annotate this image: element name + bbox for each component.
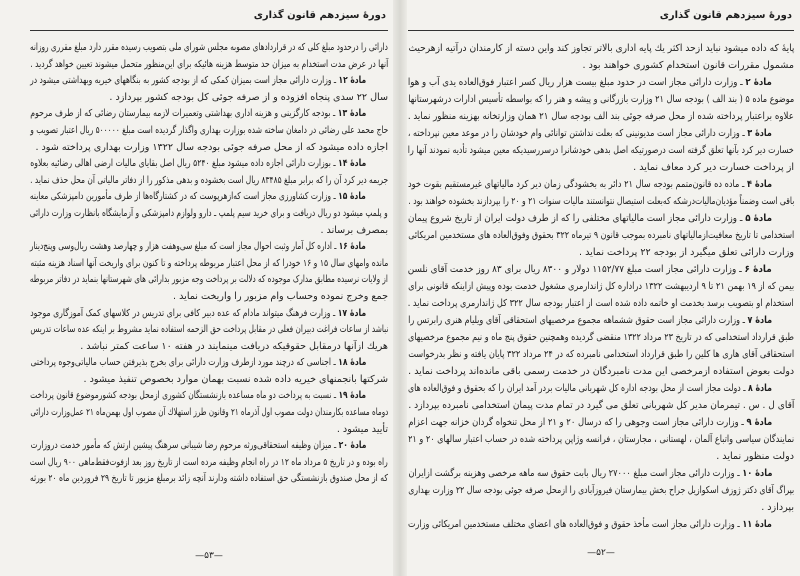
line-content bbox=[30, 272, 388, 289]
text-line bbox=[408, 312, 794, 329]
line-text: نباشد از ساعات فراغت دبیران فعلی در مقابل پرداخت حق الزحمه استفاده نماید مشروط بر اینکه عده ساعات تدریس bbox=[30, 324, 388, 336]
line-text: راه بوده و در تاریخ ۵ مرداد ماه ۱۲ در راه انجام وظیفه مرده است از تاریخ روز بعد ازفوت‌فقط‌ماهی ۹۰۰ ریال است bbox=[30, 456, 388, 468]
line-content bbox=[30, 173, 388, 190]
line-content bbox=[408, 176, 772, 193]
line-content bbox=[633, 159, 794, 176]
line-content bbox=[408, 329, 794, 346]
text-line bbox=[408, 40, 794, 57]
text-line bbox=[408, 74, 794, 91]
text-line bbox=[408, 227, 794, 244]
line-text: از پرداخت خسارت دیر کرد معاف نماید . bbox=[633, 162, 794, 173]
article-label: مادهٔ ۱۲ bbox=[338, 75, 366, 87]
running-header: دورهٔ سیزدهم قانون گذاری bbox=[253, 10, 386, 21]
text-line bbox=[408, 125, 794, 142]
line-content bbox=[408, 74, 772, 91]
line-content bbox=[408, 108, 794, 125]
text-line bbox=[30, 455, 388, 472]
article-label: مادهٔ ۱۰ bbox=[741, 468, 772, 479]
line-content bbox=[30, 239, 366, 256]
line-content bbox=[408, 346, 794, 363]
line-text: و پلمپ میشود دو ریال دریافت و برای خرید سیم پلمپ ـ دارو ولوازم دامپزشکی و آزمایشگاه بانظارت وزارت دارائی bbox=[30, 207, 388, 219]
article bbox=[408, 261, 794, 312]
text-line bbox=[408, 193, 794, 210]
page-body bbox=[408, 40, 794, 533]
article-label: مادهٔ ۶ bbox=[744, 264, 772, 275]
line-content bbox=[408, 465, 772, 482]
line-content bbox=[30, 57, 388, 74]
line-text: استخدام او بتصویب برسد بخدمت او خاتمه داده شده است از اعتبار بودجه سال ۳۲۲ کل ژاندارمری پرداخت نماید . bbox=[408, 298, 794, 309]
line-content bbox=[408, 431, 794, 448]
line-text: ـ ماده ده قانون‌متمم بودجه سال ۲۱ دائر به بخشودگی زمان دیر کرد مالیاتهای غیرمستقیم بقوت خود bbox=[408, 179, 745, 190]
line-content bbox=[408, 193, 794, 210]
line-content bbox=[30, 438, 366, 455]
line-text: مشمول مقررات قانون استخدام کشوری خواهند بود . bbox=[582, 60, 794, 71]
article bbox=[408, 516, 794, 533]
line-text: ـ بوزارت دارائی اجازه داده میشود مبلغ ۵۲۴۰ ریال اصل بقایای مالیات ارضی اهالی رضائیه بعلاوه bbox=[30, 158, 336, 170]
text-line bbox=[30, 306, 388, 323]
article bbox=[408, 465, 794, 516]
article bbox=[408, 312, 794, 380]
line-text: ـ وزارت دارائی مجاز است مبلغ ۲۷۰۰۰ ریال بابت حقوق سه ماهه مرخصی وهزینه برگشت ازایران bbox=[408, 468, 740, 479]
line-content bbox=[30, 106, 366, 123]
text-line bbox=[408, 159, 794, 176]
line-text: بمصرف برساند . bbox=[320, 224, 388, 236]
line-text: شرکتها بانجمنهای خیریه داده شده نسبت بهمان موارد بخصوص تنفیذ میشود . bbox=[83, 373, 388, 385]
line-text: بپراگ آقای دکتر ژوزف اسکوازیل جراح بخش بیمارستان فیروزآبادی را ازمحل صرفه جوئی بودجه سال ۲۲ وزارت بهداری bbox=[408, 485, 794, 496]
page-number: —۵۲— bbox=[587, 548, 615, 558]
article-label: مادهٔ ۷ bbox=[747, 315, 772, 326]
line-content bbox=[408, 125, 772, 142]
article bbox=[408, 74, 794, 125]
line-text: باقی است وضمناً مؤدیان‌مالیات‌درشکه که‌بعلت استیصال نتوانستند مالیات سنوات ۲۱ و ۲۰ را بپردازند بخشوده خواهند بود . bbox=[408, 196, 794, 207]
article-label: مادهٔ ۲ bbox=[745, 77, 772, 88]
line-text: دولت بعوض استفاده ازمرخصی این مدت نامبردگان در خدمت رسمی باقی مانده‌اند پرداخت نماید . bbox=[408, 366, 794, 377]
text-line bbox=[408, 397, 794, 414]
line-text: ـ وزارت دارائی مجاز است وجوهی را که درسال ۲۰ و ۲۱ از محل تنخواه گردان خزانه جهت اعزام bbox=[408, 417, 744, 428]
line-content bbox=[408, 210, 772, 227]
text-line bbox=[408, 431, 794, 448]
line-content bbox=[408, 295, 794, 312]
text-line bbox=[408, 465, 794, 482]
line-content bbox=[408, 482, 794, 499]
text-line bbox=[30, 422, 388, 439]
line-content bbox=[30, 388, 366, 405]
line-text: بیمن که از ۱۹ بهمن ۲۱ تا ۹ اردیبهشت ۱۳۲۲ دراداره کل ژاندارمری مشغول خدمت بوده وپیش ازاینکه قانونی برای bbox=[408, 281, 794, 292]
line-text: ـ دولت مجاز است از محل بودجه اداره کل شهربانی مالیات بردر آمد ایران را که بحقوق و فوق‌العاده های bbox=[408, 383, 746, 394]
line-text: ـ وزارت دارائی مجاز است مدیونینی که بعلت نداشتن توانائی وام خودشان را در موعد معین نپرداخته ، bbox=[408, 128, 745, 139]
article-label: مادهٔ ۹ bbox=[746, 417, 772, 428]
line-text: دارائی را درحدود مبلغ کلی که در قراردادهای مصوبه مجلس شورای ملی بتصویب رسیده مقرر دارد مبلغ مقرری روزانه bbox=[30, 42, 388, 53]
line-text: ـ اجناسی که درچند مورد ازطرف وزارت دارائی برای بخرج بذیرفتن حساب مالیاتی‌وجوه پرداختی bbox=[30, 357, 336, 369]
line-text: حاج محمد علی رضائی در دامغان ساخته شده بوزارت بهداری واگذار گردیده است مبلغ ۵۰۰۰۰۰ ریال اعتبار تصویب و bbox=[30, 124, 389, 136]
text-line bbox=[30, 73, 388, 90]
line-content bbox=[408, 312, 772, 329]
line-content bbox=[30, 73, 366, 90]
line-text: موضوع ماده ۵ ( بند الف ) بودجه سال ۲۱ وزارت بازرگانی و پیشه و هنر را که بواسطه تأسیس ادارات درشهرستانها bbox=[408, 94, 794, 105]
line-content bbox=[408, 363, 794, 380]
text-line bbox=[408, 516, 794, 533]
line-text: دوماه مساعده بکارمندان دولت مصوب اول آذرماه ۲۱ وقانون طرز استهلاك آن مصوب اول بهمن‌ماه ۲۱ عمل‌وزارت دارائی bbox=[30, 407, 388, 419]
article bbox=[30, 306, 388, 356]
text-line bbox=[408, 414, 794, 431]
line-content bbox=[408, 278, 794, 295]
text-line bbox=[30, 57, 388, 74]
page-body bbox=[30, 40, 388, 488]
line-content bbox=[408, 380, 772, 397]
line-text: خسارت دیر کرد بآنها تعلق گرفته است درصورتیکه اصل بدهی خودشانرا درسررسیدیکه معین میشود تأدیه نمودند آنها را bbox=[408, 145, 794, 156]
line-content bbox=[408, 40, 794, 57]
line-content bbox=[408, 261, 772, 278]
article bbox=[30, 156, 388, 189]
article-continuation bbox=[30, 40, 388, 73]
text-line bbox=[408, 278, 794, 295]
header-rule bbox=[408, 30, 794, 31]
line-text: آنها در عرض مدت استخدام به میزان حد متوسط هزینه هائیکه برای این‌منظور متحمل میشوند تعیین خواهد گردید . bbox=[30, 58, 388, 70]
line-content bbox=[30, 256, 388, 273]
article-label: مادهٔ ۵ bbox=[745, 213, 772, 224]
line-text: پایهٔ که داده میشود نباید ازحد اکثر یك پایه اداری بالاتر تجاوز کند واین دسته از کارمندان درآتیه ازهرحیث bbox=[408, 43, 794, 54]
text-line bbox=[408, 363, 794, 380]
page-number: —۵۳— bbox=[195, 551, 223, 561]
text-line bbox=[408, 329, 794, 346]
running-header: دورهٔ سیزدهم قانون گذاری bbox=[659, 10, 792, 21]
text-line bbox=[30, 173, 388, 190]
text-line bbox=[30, 339, 388, 356]
text-line bbox=[30, 289, 388, 306]
line-text: طبق قرارداد استخدامی که در تاریخ ۲۳ مرداد ۱۳۲۲ منقضی گردیده وهمچنین حقوق پنج ماه و نیم مجموع مرخصیهای bbox=[408, 332, 794, 343]
line-text: از ولایات نرسیده مطابق مدارک موجوده که دلالت بر پرداخت وجه مزبور بدارائی های شهرستانها بنماید در دفاتر مربوطه bbox=[30, 274, 388, 286]
text-line bbox=[408, 380, 794, 397]
line-text: ـ وزارت دارائی مجاز است بمیزان کمکی که از بودجه کشور به بنگاههای خیریه وبهداشتی میشود در bbox=[30, 75, 336, 87]
line-text: ـ وزارت دارائی مجاز است حقوق ششماهه مجموع مرخصیهای استحقاقی آقای ویلیام هنری رابرتس را bbox=[408, 315, 745, 326]
line-text: ـ اداره کل آمار وثبت احوال مجاز است که مبلغ سی‌وهفت هزار و چهارصد وهشت ریال‌وسی وپنج‌دینار bbox=[30, 241, 337, 253]
article bbox=[408, 176, 794, 210]
article bbox=[30, 239, 388, 305]
line-content bbox=[408, 142, 794, 159]
line-text: ـ وزارت فرهنگ میتواند مادام که عده دبیر کافی برای تدریس در کلاسهای کمک آموزگاری موجود bbox=[30, 307, 336, 319]
line-content bbox=[30, 405, 388, 422]
article-label: مادهٔ ۱۵ bbox=[338, 191, 366, 203]
text-line bbox=[30, 90, 388, 107]
line-content bbox=[716, 448, 794, 465]
line-text: جریمه دیر کرد آن را که برابر مبلغ ۸۳۴۸۵ ریال است بخشوده و بدهی مذکور را از دفاتر مالیاتی آن محل حذف نماید . bbox=[30, 174, 388, 186]
line-text: ـ وزارت کشاورزی مجاز است که‌ازهرپوست که در کشتارگاه‌ها از طرف مأمورین دامپزشکی معاینه bbox=[30, 191, 336, 203]
text-line bbox=[408, 482, 794, 499]
text-line bbox=[408, 346, 794, 363]
article bbox=[30, 73, 388, 106]
line-text: ـ بودجه کارگزینی و هزینه اداری بهداشتی وتعمیرات لازمه بیمارستان رضائی که از طرف مرحوم bbox=[30, 108, 335, 120]
text-line bbox=[408, 499, 794, 516]
line-content bbox=[30, 123, 388, 140]
text-line bbox=[30, 106, 388, 123]
article-label: مادهٔ ۱۹ bbox=[338, 390, 366, 402]
line-text: تأیید میشود . bbox=[336, 423, 388, 435]
line-text: علاوه براعتبار پرداخته شده از محل صرفه جوئی بند الف بودجه سال ۲۱ همان وزارتخانه بهزینه منظور نماید . bbox=[408, 111, 794, 122]
text-line bbox=[408, 295, 794, 312]
line-text: ـ وزارت دارائی مجاز است مأخذ حقوق و فوق‌العاده های اعضای مختلف مستخدمین امریکائی وزارت bbox=[408, 519, 740, 530]
article-label: مادهٔ ۱۳ bbox=[337, 108, 366, 120]
line-content bbox=[408, 91, 794, 108]
article-label: مادهٔ ۳ bbox=[747, 128, 772, 139]
line-text: سال ۲۲ سدی پنجاه افزوده و از صرفه جوئی کل بودجه کشور بپردازد . bbox=[109, 91, 388, 103]
text-line bbox=[30, 322, 388, 339]
text-line bbox=[408, 210, 794, 227]
line-text: آقای ل . س . تیمرمان مدیر کل شهربانی تعلق می گیرد در تمام مدت پیمان استخدامی نامبرده بپردازد . bbox=[408, 400, 794, 411]
text-line bbox=[30, 272, 388, 289]
line-text: دولت منظور نماید . bbox=[716, 451, 794, 462]
text-line bbox=[30, 405, 388, 422]
line-text: ـ وزارت دارائی مجاز است در حدود مبلغ بیست هزار ریال کسر اعتبار فوق‌العاده یدی آب و هوا bbox=[408, 77, 743, 88]
page-right bbox=[408, 0, 794, 576]
line-text: ـ میزان وظیفه استحقاقی‌ورثه مرحوم رضا شیبانی سرهنگ پیشین ارتش که مأمور خدمت دروزارت bbox=[30, 440, 336, 452]
line-text: نمایندگان سیاسی واتباع آلمان ، لهستانی ، مجارستان ، فرانسه وژاپن پرداخته شده در حساب اعتبار سالهای ۲۰ و ۲۱ bbox=[408, 434, 794, 445]
article-label: مادهٔ ۸ bbox=[748, 383, 772, 394]
article-label: مادهٔ ۱۸ bbox=[337, 357, 366, 369]
text-line bbox=[408, 448, 794, 465]
line-text: بپردازد . bbox=[761, 502, 794, 513]
line-text: استحقاقی آقای هاری ها کلین را طبق قرارداد استخدامی نامبرده که در ۲۴ مرداد ۳۲۲ پایان یافته و نظر بدرخواست bbox=[408, 349, 794, 360]
line-content bbox=[408, 516, 772, 533]
text-line bbox=[408, 108, 794, 125]
text-line bbox=[408, 142, 794, 159]
line-content bbox=[408, 414, 772, 431]
text-line bbox=[408, 176, 794, 193]
text-line bbox=[30, 256, 388, 273]
line-text: ـ نسبت به پرداخت دو ماه مساعده بازنشستگان کشوری ازمحل بودجه کشورموضوع قانون پرداخت bbox=[30, 390, 336, 402]
line-text: مانده وامهای سال ۱۵ و ۱۶ خودرا که از محل اعتبار مربوطه پرداخته و تا کنون برای واریخت آنها اسناد هزینه مثبته bbox=[30, 257, 388, 269]
line-content bbox=[579, 244, 794, 261]
text-line bbox=[408, 57, 794, 74]
line-content bbox=[30, 306, 366, 323]
line-text: ـ وزارت دارائی مجاز است مبلغ ۱۱۵۲/۷۷ دولار و ۸۳۰۰ ریال برای ۸۳ روز خدمت آقای نلسن bbox=[408, 264, 742, 275]
article bbox=[408, 210, 794, 261]
line-content bbox=[408, 227, 794, 244]
line-content bbox=[30, 455, 388, 472]
header-rule bbox=[30, 30, 388, 31]
article-label: مادهٔ ۱۱ bbox=[742, 519, 772, 530]
text-line bbox=[30, 355, 388, 372]
line-content bbox=[30, 355, 366, 372]
article bbox=[408, 125, 794, 176]
article-label: مادهٔ ۱۴ bbox=[337, 158, 366, 170]
article-label: مادهٔ ۱۶ bbox=[338, 241, 366, 253]
line-content bbox=[761, 499, 794, 516]
line-text: وزارت دارائی تعلق میگیرد از بودجه ۲۲ پرداخت نماید . bbox=[579, 247, 794, 258]
line-content bbox=[30, 156, 366, 173]
article bbox=[408, 414, 794, 465]
text-line bbox=[408, 91, 794, 108]
line-text: که از محل صندوق بازنشستگی حق استفاده داشته ودارند آنچه زائد برمبلغ مزبور تا تاریخ ۲۹ فروردین ماه ۲۰ بورثه bbox=[30, 473, 388, 485]
text-line bbox=[408, 261, 794, 278]
article-label: مادهٔ ۴ bbox=[746, 179, 772, 190]
article bbox=[408, 380, 794, 414]
line-text: استخدامی تا تاریخ معافیت‌از‌مالیاتهای نامبرده بموجب قانون ۹ تیرماه ۳۲۲ بحقوق وفوق‌العاده های مستخدمین امریکائی bbox=[408, 230, 794, 241]
text-line bbox=[30, 123, 388, 140]
text-line bbox=[408, 244, 794, 261]
text-line bbox=[30, 40, 388, 57]
article-continuation bbox=[408, 40, 794, 74]
line-text: هریك ازآنها درمقابل حقوقیکه دریافت مینمایند در هفته ۱۰ ساعت کمتر نباشد . bbox=[80, 340, 388, 352]
line-content bbox=[30, 40, 388, 57]
article-label: مادهٔ ۲۰ bbox=[338, 440, 366, 452]
line-text: ـ وزارت دارائی مجاز است مالیاتهای مختلفی را که از طرف دولت ایران از تاریخ شروع پیمان bbox=[408, 213, 743, 224]
text-line bbox=[30, 438, 388, 455]
line-text: اجازه داده میشود که از محل صرفه جوئی بودجه سال ۱۳۲۲ وزارت بهداری پرداخته شود . bbox=[35, 141, 388, 153]
article-label: مادهٔ ۱۷ bbox=[337, 307, 366, 319]
line-content bbox=[583, 57, 794, 74]
line-content bbox=[30, 322, 388, 339]
article bbox=[30, 438, 388, 488]
line-text: جمع وخرج نموده وحساب وام مزبور را واریخت نماید . bbox=[173, 290, 388, 302]
line-content bbox=[408, 397, 794, 414]
